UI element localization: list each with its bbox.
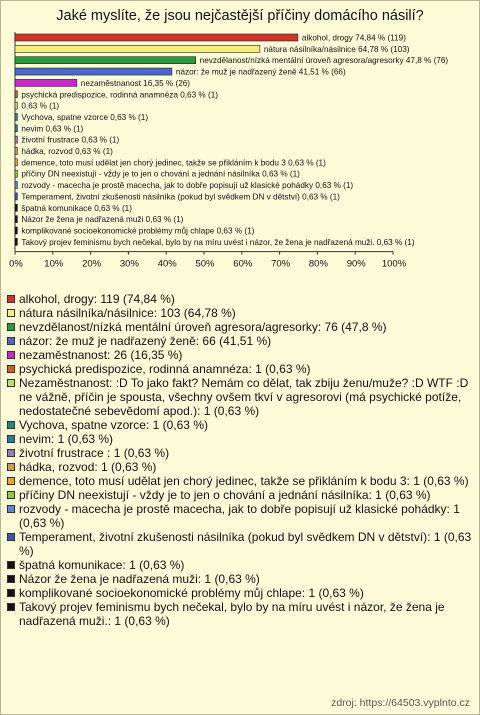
legend-swatch-12 <box>7 477 15 485</box>
bar-2 <box>15 45 260 52</box>
legend-swatch-10 <box>7 449 15 457</box>
legend-label-7: Nezaměstnanost: :D To jako fakt? Nemám co dělat, tak zbiju ženu/muže? :D WTF :D ne vážně, příčin je spousta, všechny ovšem tkví v agresorovi (má psychické potíže, nedostatečné sebevědomí apod.): 1 (0,63 %) <box>19 376 469 418</box>
x-tick-label-2: 20% <box>82 258 102 270</box>
legend-item-13 <box>6 488 474 502</box>
legend-label-4: názor: že muž je nadřazený ženě: 66 (41,51 %) <box>19 334 272 348</box>
bar-11 <box>15 148 17 155</box>
legend-swatch-4 <box>7 337 15 345</box>
legend-label-18: komplikované socioekonomické problémy můj chlape: 1 (0,63 %) <box>19 586 364 600</box>
legend-swatch-3 <box>7 323 15 331</box>
legend-item-17 <box>6 572 474 586</box>
legend-item-12 <box>6 474 474 488</box>
legend-swatch-2 <box>7 309 15 317</box>
legend-item-15 <box>6 530 474 558</box>
source-text: zdroj: https://64503.vyplnto.cz <box>331 697 470 709</box>
legend-label-15: Temperament, životní zkušenosti násilníka (pokud byl svědkem DN v dětství): 1 (0,63 %) <box>19 530 472 558</box>
bar-17 <box>15 216 17 223</box>
bar-chart <box>0 0 480 290</box>
x-tick-label-10: 100% <box>381 258 407 270</box>
bar-16 <box>15 204 17 211</box>
legend-swatch-15 <box>7 533 15 541</box>
bar-14 <box>15 182 17 189</box>
legend-label-3: nevzdělanost/nízká mentální úroveň agresora/agresorky: 76 (47,8 %) <box>19 320 387 334</box>
bar-label-11: hádka, rozvod 0,63 % (1) <box>21 147 113 156</box>
bar-5 <box>15 79 77 86</box>
bar-label-7: 0,63 % (1) <box>21 101 60 111</box>
legend-swatch-14 <box>7 505 15 513</box>
x-tick-label-6: 60% <box>233 258 253 270</box>
x-tick-label-5: 50% <box>195 258 215 270</box>
bar-label-13: příčiny DN neexistují - vždy je to jen o chování a jednání násilníka 0,63 % (1) <box>21 169 300 179</box>
bar-label-9: nevim 0,63 % (1) <box>21 124 84 134</box>
bar-label-3: nevzdělanost/nízká mentální úroveň agresora/agresorky 47,8 % (76) <box>199 56 449 66</box>
legend-swatch-8 <box>7 421 15 429</box>
legend-swatch-6 <box>7 365 15 373</box>
legend-item-3 <box>6 320 474 334</box>
bar-label-17: Názor že žena je nadřazená muži 0,63 % (1) <box>21 215 184 225</box>
bar-label-12: demence, toto musí udělat jen chorý jedinec, takže se přikláním k bodu 3 0,63 % (1) <box>21 158 326 168</box>
bar-7 <box>15 102 17 109</box>
bar-13 <box>15 170 17 177</box>
legend-item-10 <box>6 446 474 460</box>
bar-8 <box>15 113 17 120</box>
legend-label-10: životní frustrace : 1 (0,63 %) <box>19 446 170 460</box>
legend-item-11 <box>6 460 474 474</box>
x-tick-label-1: 10% <box>44 258 64 270</box>
x-tick-label-4: 40% <box>157 258 177 270</box>
bar-label-18: komplikované socioekonomické problémy můj chlape 0,63 % (1) <box>21 226 255 236</box>
bar-1 <box>15 34 298 41</box>
bar-12 <box>15 159 17 166</box>
chart-legend <box>6 292 474 628</box>
legend-label-1: alkohol, drogy: 119 (74,84 %) <box>19 292 175 306</box>
bar-label-14: rozvody - macecha je prostě macecha, jak to dobře popisují už klasické pohádky 0,63 % (1) <box>21 181 354 191</box>
x-tick-label-9: 90% <box>346 258 366 270</box>
legend-item-8 <box>6 418 474 432</box>
legend-swatch-9 <box>7 435 15 443</box>
x-tick-label-0: 0% <box>9 258 23 270</box>
legend-label-9: nevim: 1 (0,63 %) <box>19 432 114 446</box>
bar-label-2: nátura násilníka/násilnice 64,78 % (103) <box>263 44 410 54</box>
legend-label-14: rozvody - macecha je prostě macecha, jak to dobře popisují už klasické pohádky: 1 (0,63 %) <box>19 502 460 530</box>
legend-label-13: příčiny DN neexistují - vždy je to jen o chování a jednání násilníka: 1 (0,63 %) <box>19 488 431 502</box>
legend-item-19 <box>6 600 474 628</box>
legend-swatch-16 <box>7 561 15 569</box>
bar-15 <box>15 193 17 200</box>
legend-label-11: hádka, rozvod: 1 (0,63 %) <box>19 460 157 474</box>
bar-label-19: Takový projev feminismu bych nečekal, bylo by na míru uvést i názor, že žena je nadřazená muži. 0,63 % (1) <box>21 237 415 247</box>
legend-label-17: Názor že žena je nadřazená muži: 1 (0,63 %) <box>19 572 260 586</box>
legend-item-7 <box>6 376 474 418</box>
legend-label-6: psychická predispozice, rodinná anamnéza: 1 (0,63 %) <box>19 362 311 376</box>
legend-label-16: špatná komunikace: 1 (0,63 %) <box>19 558 185 572</box>
legend-item-4 <box>6 334 474 348</box>
legend-swatch-17 <box>7 575 15 583</box>
legend-label-12: demence, toto musí udělat jen chorý jedinec, takže se přikláním k bodu 3: 1 (0,63 %) <box>19 474 469 488</box>
legend-swatch-13 <box>7 491 15 499</box>
legend-item-16 <box>6 558 474 572</box>
bar-label-5: nezaměstnanost 16,35 % (26) <box>80 78 191 88</box>
legend-item-14 <box>6 502 474 530</box>
x-tick-label-8: 80% <box>308 258 328 270</box>
legend-swatch-18 <box>7 589 15 597</box>
bar-label-6: psychická predispozice, rodinná anamnéza 0,63 % (1) <box>21 90 218 100</box>
legend-label-8: Vychova, spatne vzorce: 1 (0,63 %) <box>19 418 208 432</box>
legend-item-18 <box>6 586 474 600</box>
bar-label-15: Temperament, životní zkušenosti násilníka (pokud byl svědkem DN v dětství) 0,63 % (1) <box>21 192 340 202</box>
legend-item-9 <box>6 432 474 446</box>
bar-label-10: životní frustrace 0,63 % (1) <box>21 135 120 145</box>
x-tick-label-7: 70% <box>271 258 291 270</box>
bar-label-16: špatná komunikace 0,63 % (1) <box>21 203 132 213</box>
legend-label-2: nátura násilníka/násilnice: 103 (64,78 %) <box>19 306 236 320</box>
bar-3 <box>15 57 196 64</box>
chart-title: Jaké myslíte, že jsou nejčastější příčiny domácího násilí? <box>56 8 424 24</box>
legend-item-1 <box>6 292 474 306</box>
x-tick-label-3: 30% <box>119 258 139 270</box>
legend-swatch-19 <box>7 603 15 611</box>
legend-swatch-5 <box>7 351 15 359</box>
bar-9 <box>15 125 17 132</box>
bar-label-4: názor: že muž je nadřazený ženě 41,51 % (66) <box>175 67 346 77</box>
bar-6 <box>15 91 17 98</box>
legend-swatch-7 <box>7 379 15 387</box>
bar-label-8: Vychova, spatne vzorce 0,63 % (1) <box>21 112 149 122</box>
legend-swatch-11 <box>7 463 15 471</box>
legend-label-5: nezaměstnanost: 26 (16,35 %) <box>19 348 183 362</box>
legend-item-5 <box>6 348 474 362</box>
bar-10 <box>15 136 17 143</box>
legend-swatch-1 <box>7 295 15 303</box>
legend-label-19: Takový projev feminismu bych nečekal, bylo by na míru uvést i názor, že žena je nadřazená muži.: 1 (0,63 %) <box>19 600 445 628</box>
legend-item-2 <box>6 306 474 320</box>
bar-19 <box>15 238 17 245</box>
bar-label-1: alkohol, drogy 74,84 % (119) <box>301 33 406 43</box>
bar-4 <box>15 68 172 75</box>
legend-item-6 <box>6 362 474 376</box>
bar-18 <box>15 227 17 234</box>
